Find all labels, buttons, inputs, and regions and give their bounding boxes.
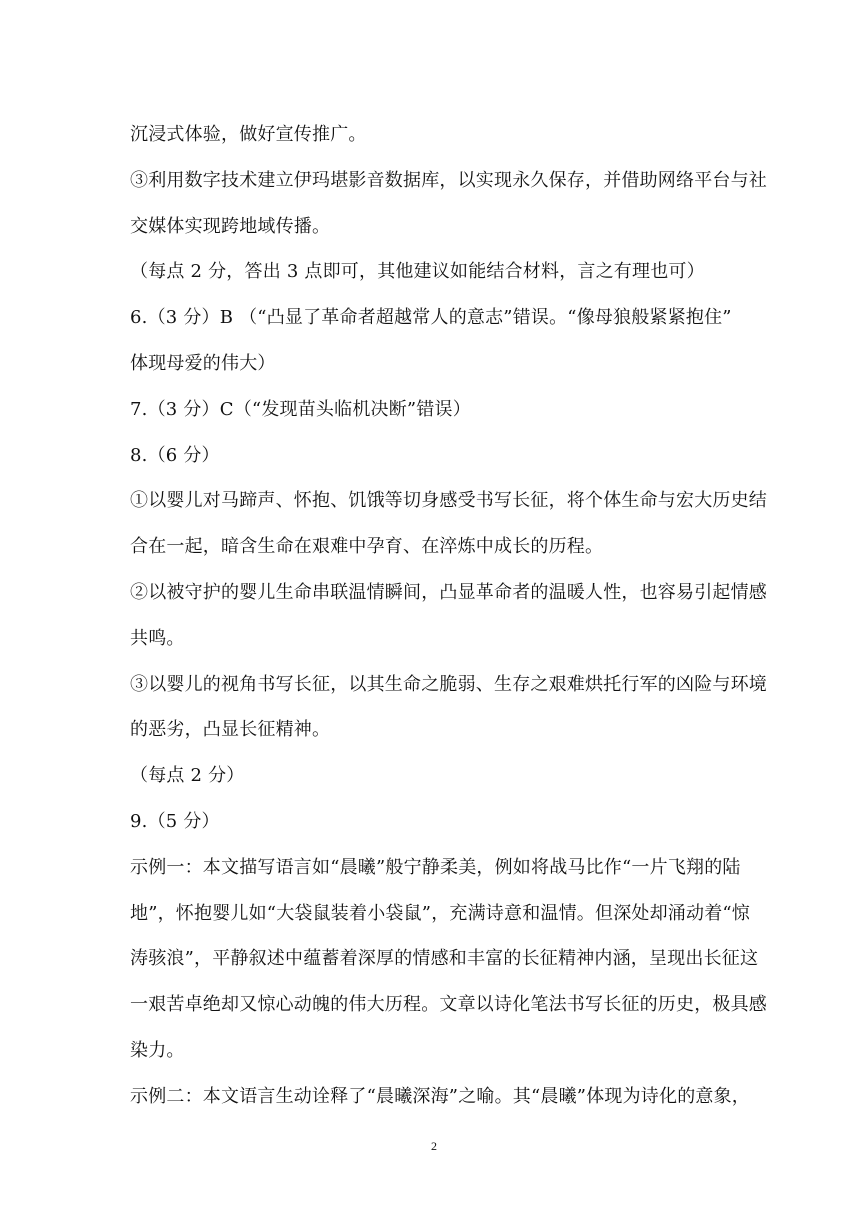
text-line: 合在一起，暗含生命在艰难中孕育、在淬炼中成长的历程。 [130, 536, 604, 558]
text-line: 示例二：本文语言生动诠释了“晨曦深海”之喻。其“晨曦”体现为诗化的意象， [130, 1085, 751, 1107]
scoring-note: （每点 2 分） [130, 765, 245, 787]
text-line: ③以婴儿的视角书写长征，以其生命之脆弱、生存之艰难烘托行军的凶险与环境 [130, 673, 767, 695]
question-7-answer: 7.（3 分）C（“发现苗头临机决断”错误） [130, 398, 471, 420]
text-line: 一艰苦卓绝却又惊心动魄的伟大历程。文章以诗化笔法书写长征的历史，极具感 [130, 994, 767, 1016]
text-line: 共鸣。 [130, 627, 185, 649]
text-line: 示例一：本文描写语言如“晨曦”般宁静柔美，例如将战马比作“一片飞翔的陆 [130, 856, 741, 878]
answer-text-block [130, 112, 767, 1120]
text-line: 涛骇浪”，平静叙述中蕴蓄着深厚的情感和丰富的长征精神内涵，呈现出长征这 [130, 948, 759, 970]
text-line: 地”，怀抱婴儿如“大袋鼠装着小袋鼠”，充满诗意和温情。但深处却涌动着“惊 [130, 902, 751, 924]
text-line: ③利用数字技术建立伊玛堪影音数据库，以实现永久保存，并借助网络平台与社 [130, 169, 767, 191]
text-line: ①以婴儿对马蹄声、怀抱、饥饿等切身感受书写长征，将个体生命与宏大历史结 [130, 490, 767, 512]
text-line: 体现母爱的伟大） [130, 352, 276, 374]
scoring-note: （每点 2 分，答出 3 点即可，其他建议如能结合材料，言之有理也可） [130, 261, 705, 283]
text-line: 沉浸式体验，做好宣传推广。 [130, 124, 367, 145]
question-9-heading: 9.（5 分） [130, 810, 220, 832]
text-line: 的恶劣，凸显长征精神。 [130, 719, 331, 741]
question-8-heading: 8.（6 分） [130, 444, 220, 466]
text-line: 交媒体实现跨地域传播。 [130, 215, 331, 237]
page-number: 2 [431, 1139, 437, 1153]
text-line: 染力。 [130, 1039, 185, 1061]
text-line: ②以被守护的婴儿生命串联温情瞬间，凸显革命者的温暖人性，也容易引起情感 [130, 581, 767, 603]
question-6-answer: 6.（3 分）B （“凸显了革命者超越常人的意志”错误。“像母狼般紧紧抱住” [130, 307, 732, 329]
